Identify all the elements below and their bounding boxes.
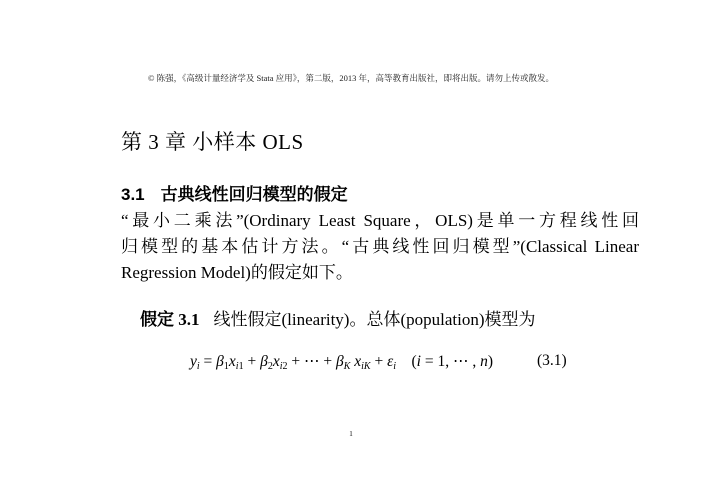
section-title: 古典线性回归模型的假定 — [160, 185, 348, 204]
body-paragraph — [121, 208, 639, 286]
paragraph-line: Regression Model)的假定如下。 — [121, 263, 353, 282]
section-heading — [121, 180, 348, 205]
assumption-text: 线性假定(linearity)。总体(population)模型为 — [213, 310, 536, 329]
copyright-notice: © 陈强，《高级计量经济学及 Stata 应用》，第二版，2013 年，高等教育出版社，即将出版。请勿上传或散发。 — [148, 73, 554, 83]
equation-number: (3.1) — [537, 352, 567, 369]
chapter-title: 第 3 章 小样本 OLS — [121, 130, 304, 154]
page-number: 1 — [349, 430, 353, 438]
paragraph-line: 归模型的基本估计方法。“古典线性回归模型”(Classical Linear — [121, 237, 639, 256]
regression-equation: $y_i = \beta_1x_{i1} + \beta_2x_{i2}$ + ⋯ + $\beta_K$ $x_{iK} + \varepsilon_i$ (i = 1, ⋯ , n) — [190, 353, 494, 372]
section-number: 3.1 — [121, 185, 145, 204]
paragraph-line: “最小二乘法”(Ordinary Least Square，OLS)是单一方程线性回 — [121, 211, 639, 230]
assumption-label: 假定 3.1 — [140, 310, 200, 329]
assumption-statement — [140, 305, 536, 330]
